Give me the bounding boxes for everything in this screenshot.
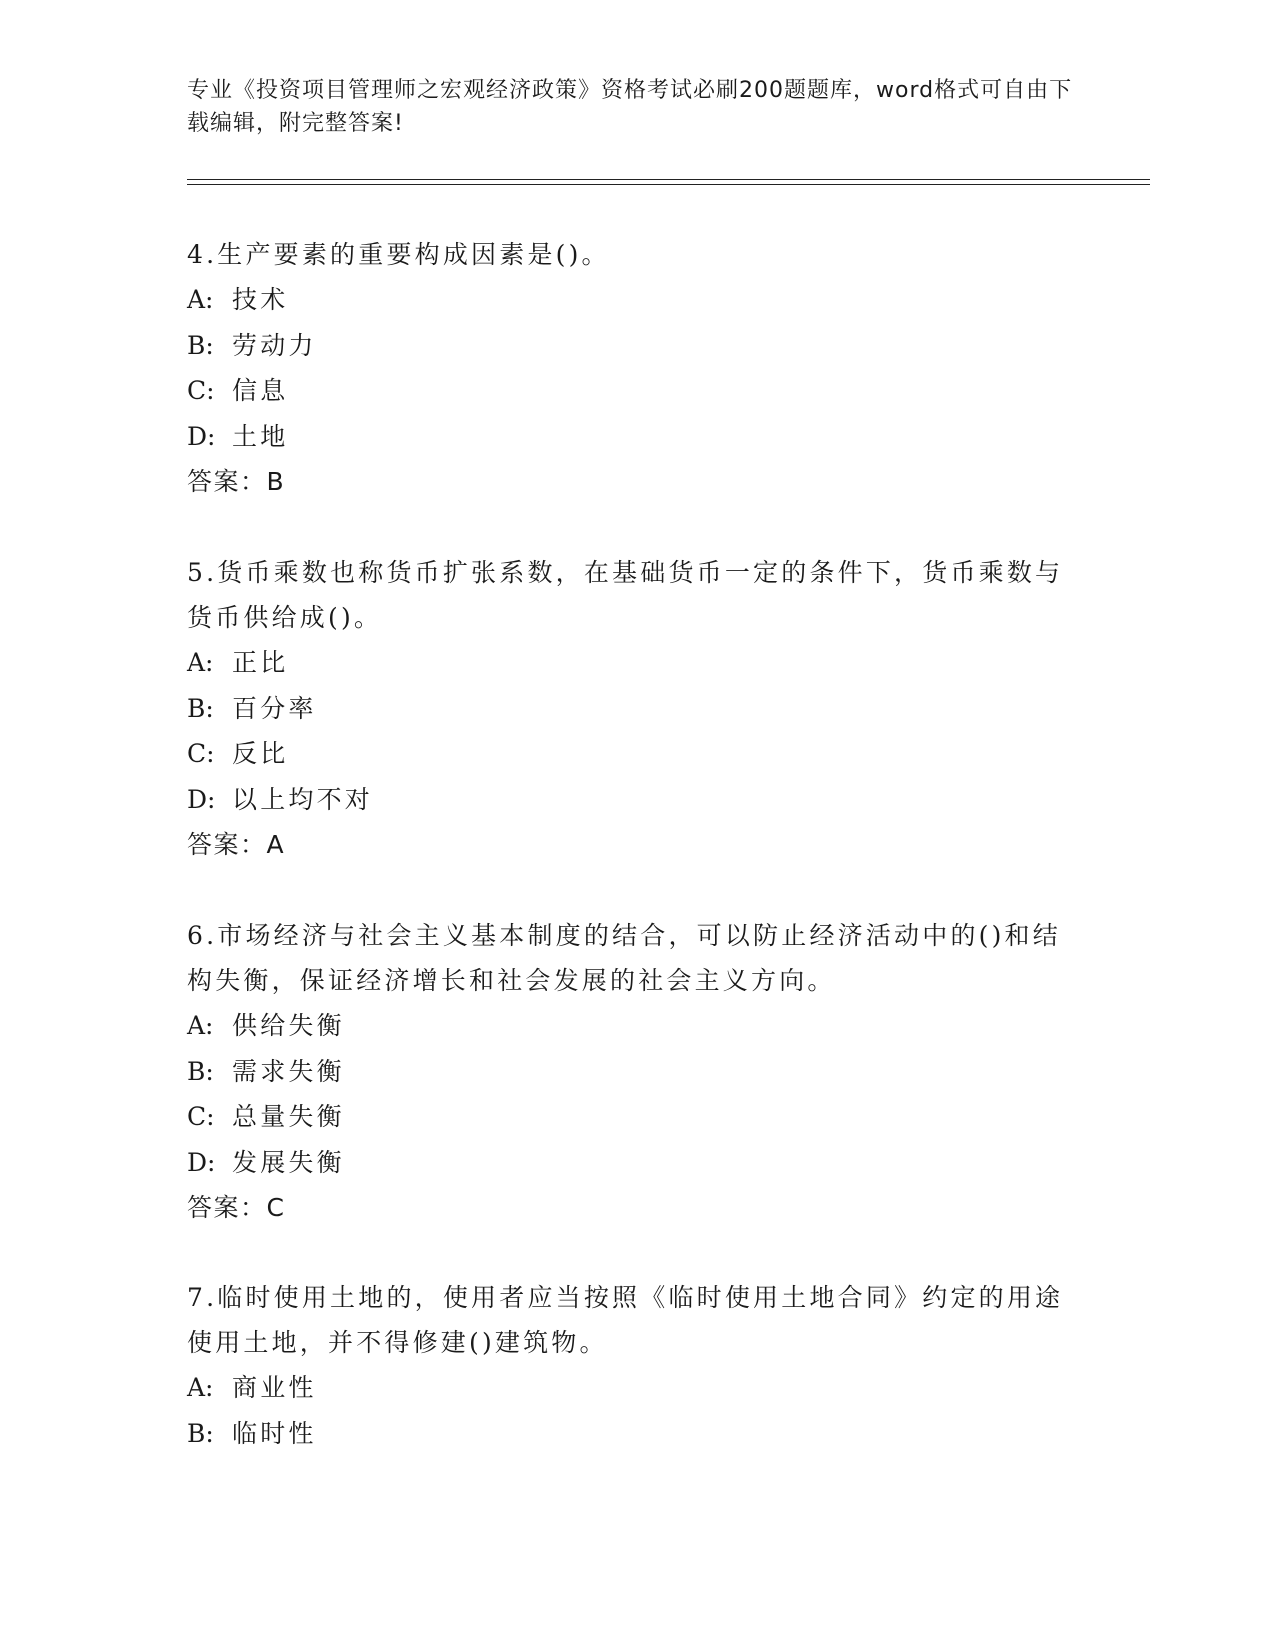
option-d <box>187 777 1067 823</box>
question-6 <box>187 913 1067 1230</box>
option-text: 技术 <box>232 285 289 314</box>
answer-line: 答案：C <box>187 1193 286 1222</box>
answer-line: 答案：A <box>187 830 286 859</box>
option-d <box>187 414 1067 460</box>
answer-line: 答案：B <box>187 467 286 496</box>
header-divider-top <box>187 179 1150 180</box>
document-header <box>187 74 1087 140</box>
option-c <box>187 731 1067 777</box>
option-letter: C: <box>187 376 215 405</box>
question-4 <box>187 232 1067 504</box>
option-a <box>187 1365 1067 1411</box>
option-text: 以上均不对 <box>232 784 374 814</box>
option-text: 临时性 <box>232 1418 317 1448</box>
question-7 <box>187 1275 1067 1456</box>
option-letter: D: <box>187 421 216 451</box>
question-stem: 4.生产要素的重要构成因素是()。 <box>187 240 610 269</box>
option-a <box>187 277 1067 323</box>
option-letter: A: <box>187 285 214 314</box>
option-text: 劳动力 <box>232 330 317 360</box>
option-text: 商业性 <box>232 1373 317 1402</box>
option-text: 反比 <box>232 739 289 768</box>
option-text: 需求失衡 <box>232 1056 345 1086</box>
option-letter: D: <box>187 784 216 814</box>
option-d <box>187 1140 1067 1186</box>
option-a <box>187 640 1067 686</box>
option-b <box>187 1049 1067 1095</box>
option-c <box>187 368 1067 414</box>
option-letter: A: <box>187 1011 214 1040</box>
question-stem: 5.货币乘数也称货币扩张系数，在基础货币一定的条件下，货币乘数与货币供给成()。 <box>187 558 1064 632</box>
option-text: 土地 <box>232 421 289 451</box>
question-stem: 7.临时使用土地的，使用者应当按照《临时使用土地合同》约定的用途使用土地，并不得修建()建筑物。 <box>187 1283 1064 1357</box>
option-text: 百分率 <box>232 693 317 723</box>
option-b <box>187 686 1067 732</box>
option-b <box>187 1411 1067 1457</box>
option-letter: B: <box>187 1056 214 1086</box>
question-stem: 6.市场经济与社会主义基本制度的结合，可以防止经济活动中的()和结构失衡，保证经济增长和社会发展的社会主义方向。 <box>187 921 1061 995</box>
option-letter: B: <box>187 693 214 723</box>
option-letter: C: <box>187 739 215 768</box>
option-letter: D: <box>187 1147 216 1177</box>
option-letter: A: <box>187 1373 214 1402</box>
option-c <box>187 1094 1067 1140</box>
option-b <box>187 323 1067 369</box>
question-5 <box>187 550 1067 867</box>
option-letter: B: <box>187 330 214 360</box>
option-text: 信息 <box>232 376 289 405</box>
header-divider-bottom <box>187 184 1150 185</box>
option-letter: B: <box>187 1418 214 1448</box>
option-text: 正比 <box>232 648 289 677</box>
option-text: 总量失衡 <box>232 1102 345 1131</box>
option-text: 发展失衡 <box>232 1147 345 1177</box>
option-text: 供给失衡 <box>232 1011 345 1040</box>
option-a <box>187 1003 1067 1049</box>
option-letter: A: <box>187 648 214 677</box>
option-letter: C: <box>187 1102 215 1131</box>
header-title: 专业《投资项目管理师之宏观经济政策》资格考试必刷200题题库，word格式可自由下载编辑，附完整答案! <box>187 78 1073 136</box>
